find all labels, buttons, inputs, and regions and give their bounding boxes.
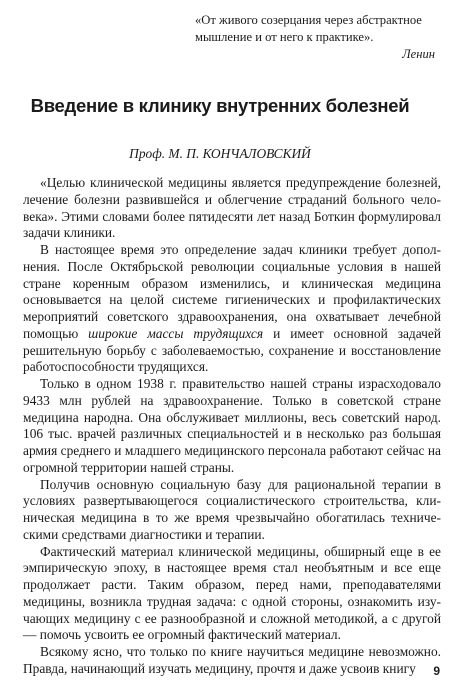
epigraph-quote: «От живого созерцания через абстрактное мышление и от него к практике». (195, 13, 422, 44)
epigraph (195, 12, 435, 63)
epigraph-author: Ленин (402, 47, 435, 61)
body-text (23, 175, 441, 678)
paragraph-2-end: и имеет основной задачей решительную борьбу с заболеваемостью, сохранение и восстановление работоспособности трудящихся. (23, 325, 442, 375)
paragraph-1: «Целью клинической медицины является предупреждение болезней, лечение болезни развившейся и облегчение страданий больного человека». Этими словами более пятидесяти лет назад Боткин формулировал задачи клиники. (23, 175, 441, 241)
chapter-author: Проф. М. П. КОНЧАЛОВСКИЙ (129, 146, 311, 161)
paragraph-2 (23, 242, 441, 376)
page-number: 9 (433, 664, 440, 678)
paragraph-6: Всякому ясно, что только по книге научиться медицине невозможно. Правда, начинающий изучать медицину, прочтя и даже усвоив книгу (23, 644, 441, 676)
paragraph-4: Получив основную социальную базу для рациональной терапии в условиях развертывающегося социалистического строительства, клиническая медицина в то же время чрезвычайно обогатилась техническими средствами диагностики и терапии. (23, 476, 441, 542)
paragraph-2-start: В настоящее время это определение задач клиники требует дополнения. После Октябрьской революции социальные условия в нашей стране коренным образом изменились, и клиническая медицина основывается на целой системе гигиенических и профилактических мероприятий советского здравоохранения, она охватывает лечебной помощью (23, 242, 441, 341)
paragraph-3: Только в одном 1938 г. правительство нашей страны израсходовало 9433 млн рублей на здравоохранение. Только в советской стране медицина народна. Она обслуживает миллионы, весь советский народ. 106 тыс. врачей различных специальностей и в несколько раз большая армия среднего и младшего медицинского персонала работают сейчас на огромной территории нашей страны. (23, 376, 441, 475)
paragraph-5: Фактический материал клинической медицины, обширный еще в ее эмпирическую эпоху, в настоящее время стал необъятным и все еще продолжает расти. Таким образом, перед нами, преподавателями медицины, возникла трудная задача: с одной стороны, ознакомить изучающих медицину с ее разнообразной и сложной методикой, а с другой — помочь усвоить ее огромный фактический материал. (23, 543, 441, 643)
paragraph-2-emphasis: широкие массы трудящихся (88, 325, 264, 341)
chapter-title: Введение в клинику внутренних болезней (30, 95, 410, 116)
